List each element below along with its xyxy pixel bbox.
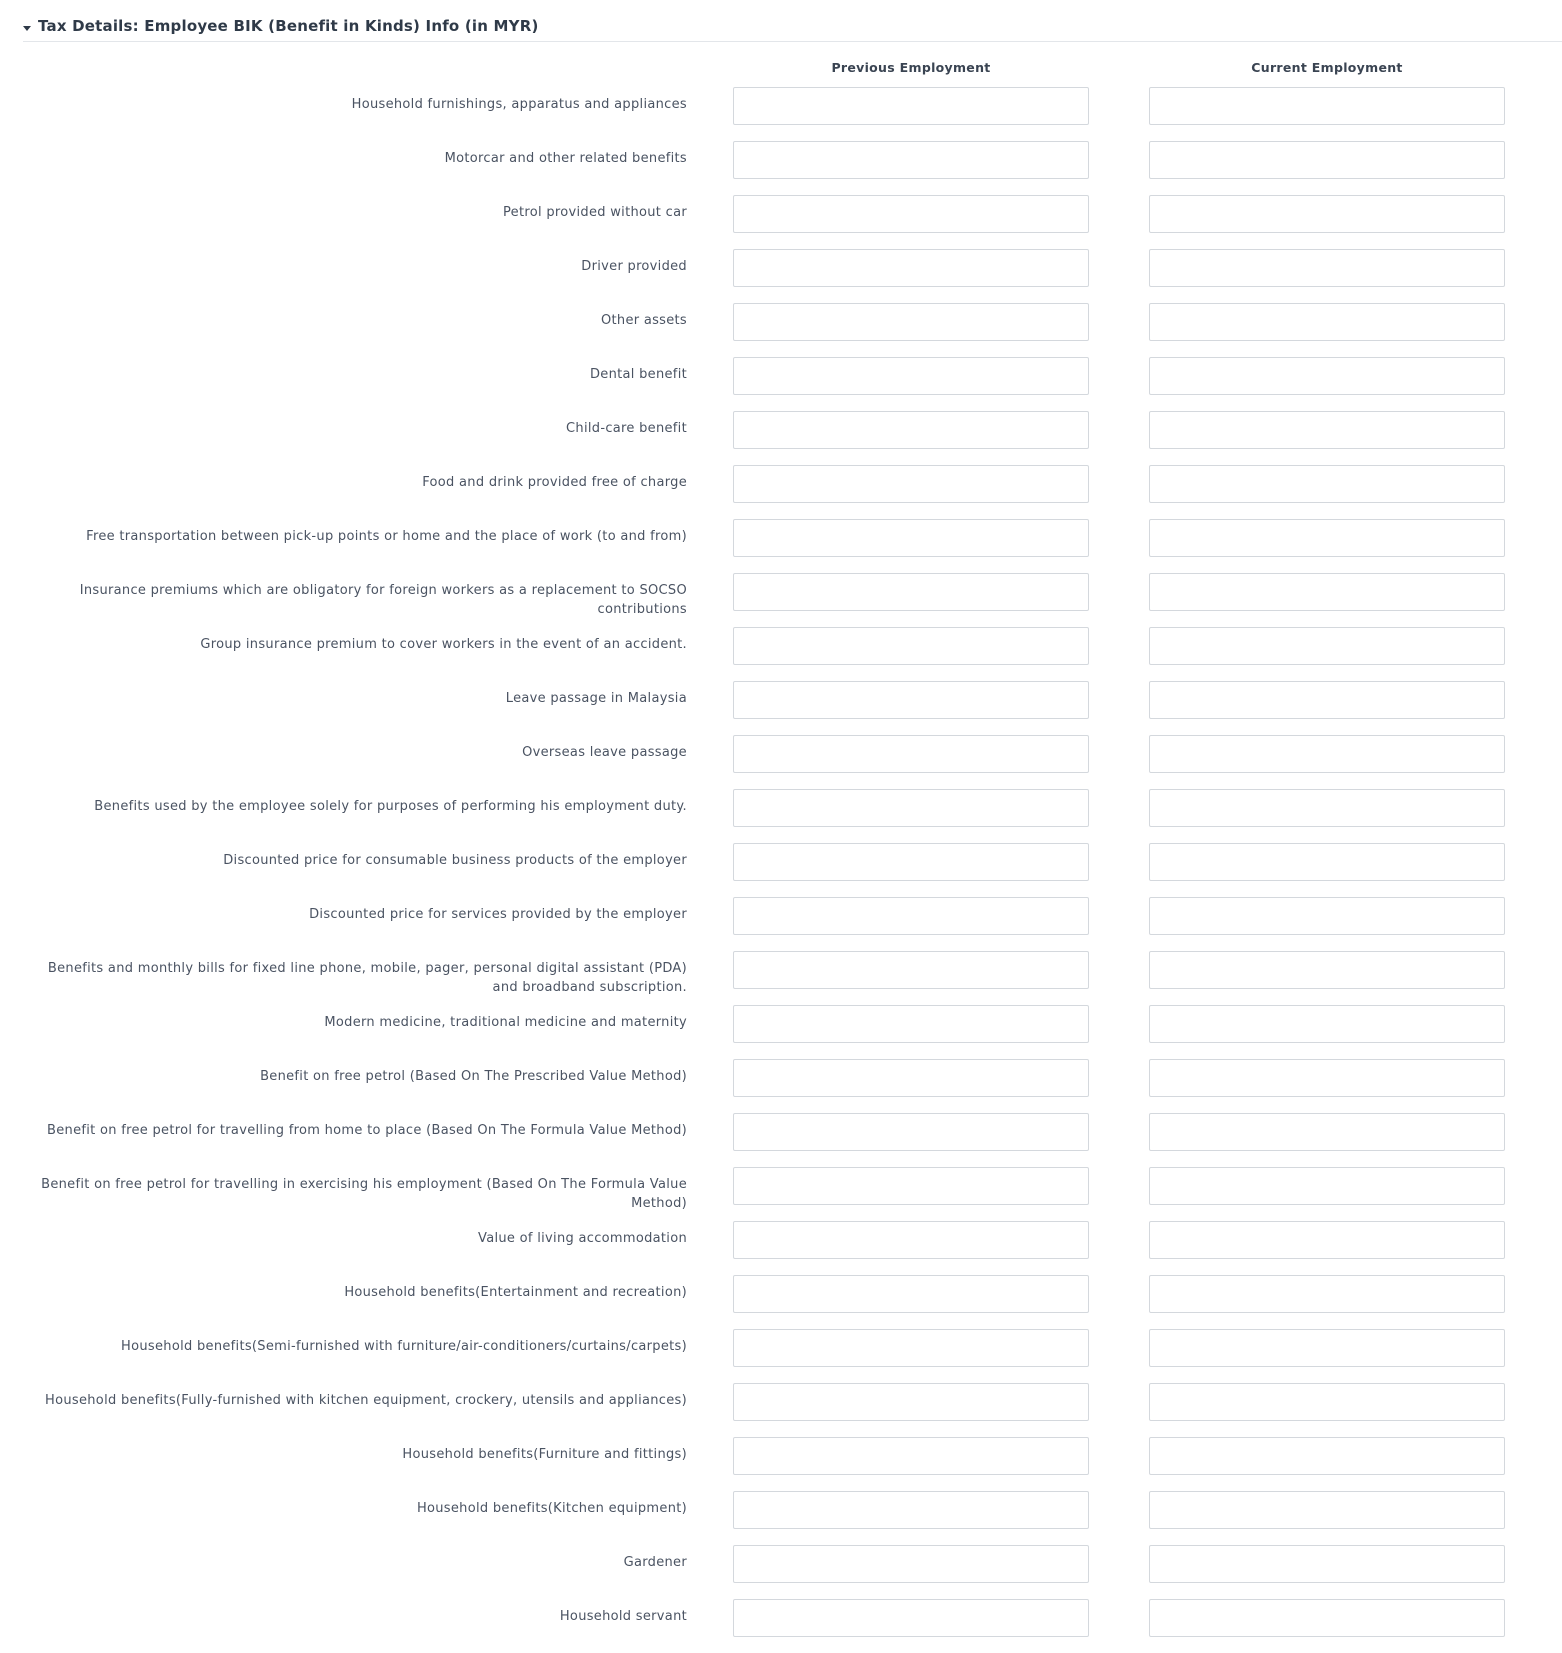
previous-employment-input[interactable] <box>733 843 1089 881</box>
current-employment-input[interactable] <box>1149 735 1505 773</box>
form-row <box>0 1599 1562 1653</box>
previous-employment-input[interactable] <box>733 1329 1089 1367</box>
current-employment-input[interactable] <box>1149 87 1505 125</box>
row-label: Household benefits(Entertainment and recreation) <box>344 1285 687 1300</box>
column-header-previous-employment: Previous Employment <box>831 60 991 75</box>
previous-employment-input[interactable] <box>733 573 1089 611</box>
row-label: Food and drink provided free of charge <box>422 475 687 490</box>
current-employment-input[interactable] <box>1149 411 1505 449</box>
previous-employment-input[interactable] <box>733 1545 1089 1583</box>
form-row <box>0 303 1562 357</box>
form-row <box>0 735 1562 789</box>
current-employment-input[interactable] <box>1149 357 1505 395</box>
row-label: Household servant <box>559 1609 687 1624</box>
row-label: Benefit on free petrol for travelling in exercising his employment (Based On The Formula Value Method) <box>41 1177 687 1211</box>
row-label: Household benefits(Fully-furnished with kitchen equipment, crockery, utensils and appliances) <box>45 1393 687 1408</box>
current-employment-input[interactable] <box>1149 141 1505 179</box>
row-label: Household benefits(Furniture and fittings) <box>402 1447 687 1462</box>
form-row <box>0 789 1562 843</box>
current-employment-input[interactable] <box>1149 897 1505 935</box>
previous-employment-input[interactable] <box>733 1383 1089 1421</box>
current-employment-input[interactable] <box>1149 1491 1505 1529</box>
previous-employment-input[interactable] <box>733 1599 1089 1637</box>
current-employment-input[interactable] <box>1149 1545 1505 1583</box>
previous-employment-input[interactable] <box>733 1167 1089 1205</box>
current-employment-input[interactable] <box>1149 1113 1505 1151</box>
row-label: Benefit on free petrol (Based On The Prescribed Value Method) <box>260 1069 687 1084</box>
form-row <box>0 897 1562 951</box>
previous-employment-input[interactable] <box>733 951 1089 989</box>
previous-employment-input[interactable] <box>733 1491 1089 1529</box>
row-label: Discounted price for services provided by the employer <box>309 907 687 922</box>
current-employment-input[interactable] <box>1149 573 1505 611</box>
form-row <box>0 1383 1562 1437</box>
current-employment-input[interactable] <box>1149 303 1505 341</box>
form-row <box>0 681 1562 735</box>
row-label: Benefits used by the employee solely for purposes of performing his employment duty. <box>94 799 687 814</box>
current-employment-input[interactable] <box>1149 1329 1505 1367</box>
current-employment-input[interactable] <box>1149 1383 1505 1421</box>
form-row <box>0 573 1562 627</box>
current-employment-input[interactable] <box>1149 951 1505 989</box>
form-row <box>0 357 1562 411</box>
form-row <box>0 249 1562 303</box>
form-row <box>0 1113 1562 1167</box>
row-label: Leave passage in Malaysia <box>505 691 687 706</box>
previous-employment-input[interactable] <box>733 1113 1089 1151</box>
row-label: Overseas leave passage <box>522 745 687 760</box>
current-employment-input[interactable] <box>1149 249 1505 287</box>
column-header-current-employment: Current Employment <box>1251 60 1403 75</box>
previous-employment-input[interactable] <box>733 735 1089 773</box>
row-label: Gardener <box>623 1555 687 1570</box>
form-row <box>0 1329 1562 1383</box>
current-employment-input[interactable] <box>1149 1005 1505 1043</box>
current-employment-input[interactable] <box>1149 1437 1505 1475</box>
form-row <box>0 141 1562 195</box>
form-row <box>0 1167 1562 1221</box>
form-row <box>0 951 1562 1005</box>
form-row <box>0 1005 1562 1059</box>
row-label: Household benefits(Semi-furnished with furniture/air-conditioners/curtains/carpets) <box>121 1339 687 1354</box>
current-employment-input[interactable] <box>1149 843 1505 881</box>
row-label: Dental benefit <box>589 367 687 382</box>
row-label: Benefit on free petrol for travelling from home to place (Based On The Formula Value Method) <box>47 1123 687 1138</box>
caret-down-icon[interactable] <box>23 26 31 31</box>
section-title: Tax Details: Employee BIK (Benefit in Kinds) Info (in MYR) <box>38 17 539 35</box>
form-row <box>0 411 1562 465</box>
current-employment-input[interactable] <box>1149 1221 1505 1259</box>
previous-employment-input[interactable] <box>733 897 1089 935</box>
row-label: Driver provided <box>581 259 687 274</box>
row-label: Value of living accommodation <box>478 1231 687 1246</box>
row-label: Motorcar and other related benefits <box>444 151 687 166</box>
form-row <box>0 1545 1562 1599</box>
row-label: Discounted price for consumable business products of the employer <box>223 853 687 868</box>
row-label: Benefits and monthly bills for fixed line phone, mobile, pager, personal digital assistant (PDA) and broadband subscription. <box>47 961 687 995</box>
previous-employment-input[interactable] <box>733 789 1089 827</box>
previous-employment-input[interactable] <box>733 1275 1089 1313</box>
current-employment-input[interactable] <box>1149 1599 1505 1637</box>
previous-employment-input[interactable] <box>733 1005 1089 1043</box>
current-employment-input[interactable] <box>1149 195 1505 233</box>
previous-employment-input[interactable] <box>733 357 1089 395</box>
previous-employment-input[interactable] <box>733 1437 1089 1475</box>
previous-employment-input[interactable] <box>733 1221 1089 1259</box>
previous-employment-input[interactable] <box>733 1059 1089 1097</box>
current-employment-input[interactable] <box>1149 789 1505 827</box>
previous-employment-input[interactable] <box>733 141 1089 179</box>
row-label: Other assets <box>600 313 687 328</box>
section-header[interactable] <box>23 15 1562 42</box>
current-employment-input[interactable] <box>1149 681 1505 719</box>
current-employment-input[interactable] <box>1149 627 1505 665</box>
form-row <box>0 627 1562 681</box>
form-row <box>0 195 1562 249</box>
row-label: Modern medicine, traditional medicine and maternity <box>324 1015 687 1030</box>
previous-employment-input[interactable] <box>733 519 1089 557</box>
previous-employment-input[interactable] <box>733 411 1089 449</box>
previous-employment-input[interactable] <box>733 627 1089 665</box>
form-row <box>0 1221 1562 1275</box>
previous-employment-input[interactable] <box>733 195 1089 233</box>
current-employment-input[interactable] <box>1149 519 1505 557</box>
current-employment-input[interactable] <box>1149 1275 1505 1313</box>
form-row <box>0 1275 1562 1329</box>
row-label: Group insurance premium to cover workers in the event of an accident. <box>200 637 687 652</box>
row-label: Household benefits(Kitchen equipment) <box>416 1501 687 1516</box>
row-label: Household furnishings, apparatus and appliances <box>351 97 687 112</box>
current-employment-input[interactable] <box>1149 1167 1505 1205</box>
form-row <box>0 465 1562 519</box>
form-row <box>0 519 1562 573</box>
row-label: Insurance premiums which are obligatory for foreign workers as a replacement to SOCSO contributions <box>79 583 687 617</box>
form-row <box>0 1491 1562 1545</box>
current-employment-input[interactable] <box>1149 465 1505 503</box>
previous-employment-input[interactable] <box>733 249 1089 287</box>
previous-employment-input[interactable] <box>733 465 1089 503</box>
current-employment-input[interactable] <box>1149 1059 1505 1097</box>
previous-employment-input[interactable] <box>733 87 1089 125</box>
form-row <box>0 87 1562 141</box>
previous-employment-input[interactable] <box>733 681 1089 719</box>
row-label: Free transportation between pick-up points or home and the place of work (to and from) <box>86 529 687 544</box>
form-row <box>0 1437 1562 1491</box>
previous-employment-input[interactable] <box>733 303 1089 341</box>
row-label: Child-care benefit <box>566 421 687 436</box>
row-label: Petrol provided without car <box>503 205 687 220</box>
form-row <box>0 1059 1562 1113</box>
form-row <box>0 843 1562 897</box>
